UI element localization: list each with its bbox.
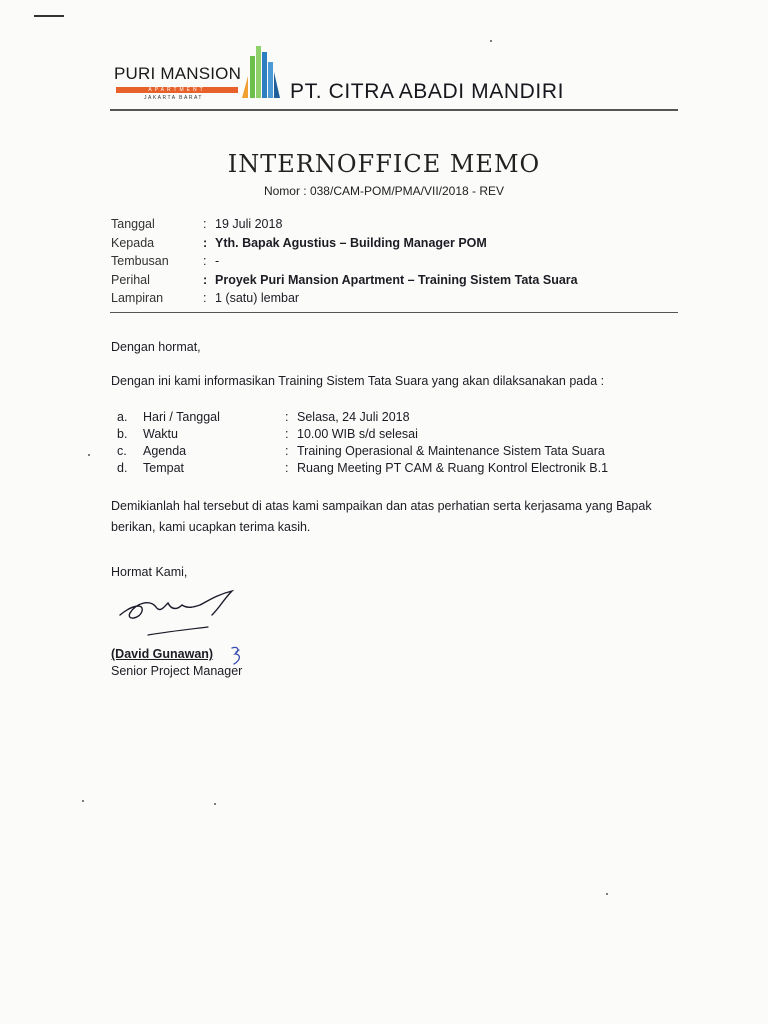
header-divider [110,109,678,111]
fields-divider [110,312,678,313]
scan-edge-mark [34,15,64,17]
field-value: Proyek Puri Mansion Apartment – Training Sistem Tata Suara [215,272,578,287]
field-value: 1 (satu) lembar [215,291,300,305]
field-row-tanggal [111,217,671,236]
agenda-value: Training Operasional & Maintenance Sistem Tata Suara [297,444,605,458]
agenda-value: Ruang Meeting PT CAM & Ruang Kontrol Electronik B.1 [297,461,609,475]
intro-paragraph: Dengan ini kami informasikan Training Sistem Tata Suara yang akan dilaksanakan pada : [111,374,605,388]
memo-number: Nomor : 038/CAM-POM/PMA/VII/2018 - REV [263,184,505,198]
brand-name: PURI MANSION [114,64,242,83]
agenda-letter: b. [117,427,128,441]
agenda-list [117,410,677,478]
agenda-label: Tempat [143,461,184,475]
agenda-value: Selasa, 24 Juli 2018 [297,410,410,424]
agenda-colon: : [285,410,289,424]
signer-title: Senior Project Manager [111,664,243,678]
agenda-letter: d. [117,461,128,475]
field-label: Tembusan [111,254,169,268]
field-value: - [215,254,220,268]
agenda-label: Waktu [143,427,178,441]
agenda-colon: : [285,461,289,475]
agenda-item [117,461,677,478]
letterhead [108,40,678,112]
scan-speck [82,800,84,802]
agenda-colon: : [285,427,289,441]
closing-paragraph [111,496,701,538]
regards: Hormat Kami, [111,565,188,579]
field-colon: : [203,235,208,250]
signer-name: (David Gunawan) [111,647,214,661]
scan-speck [88,454,90,456]
brand-location: JAKARTA BARAT [144,95,203,101]
field-colon: : [203,291,207,305]
agenda-value: 10.00 WIB s/d selesai [297,427,418,441]
handwritten-signature [112,585,242,645]
field-row-kepada [111,236,671,255]
field-colon: : [203,254,207,268]
field-label: Lampiran [111,291,164,305]
puri-mansion-logo-icon [240,42,284,98]
agenda-colon: : [285,444,289,458]
field-row-lampiran [111,291,671,310]
field-value: Yth. Bapak Agustius – Building Manager POM [215,235,487,250]
field-colon: : [203,272,208,287]
memo-title: INTERNOFFICE MEMO [227,150,541,178]
agenda-item [117,427,677,444]
memo-fields [111,217,671,310]
brand-tagline-bar: APARTMENT [116,87,238,93]
field-label: Perihal [111,272,150,287]
agenda-letter: c. [117,444,127,458]
greeting: Dengan hormat, [111,340,201,354]
field-label: Tanggal [111,217,155,231]
field-row-tembusan [111,254,671,273]
agenda-item [117,410,677,427]
closing-line: Demikianlah hal tersebut di atas kami sampaikan dan atas perhatian serta kerjasama yang Bapak [111,499,652,513]
field-colon: : [203,217,207,231]
field-value: 19 Juli 2018 [215,217,283,231]
field-label: Kepada [111,235,155,250]
agenda-label: Hari / Tanggal [143,410,220,424]
agenda-letter: a. [117,410,128,424]
scan-speck [606,893,608,895]
agenda-item [117,444,677,461]
scan-speck [214,803,216,805]
agenda-label: Agenda [143,444,187,458]
company-name: PT. CITRA ABADI MANDIRI [290,80,565,103]
field-row-perihal [111,273,671,292]
closing-line: berikan, kami ucapkan terima kasih. [111,520,311,534]
